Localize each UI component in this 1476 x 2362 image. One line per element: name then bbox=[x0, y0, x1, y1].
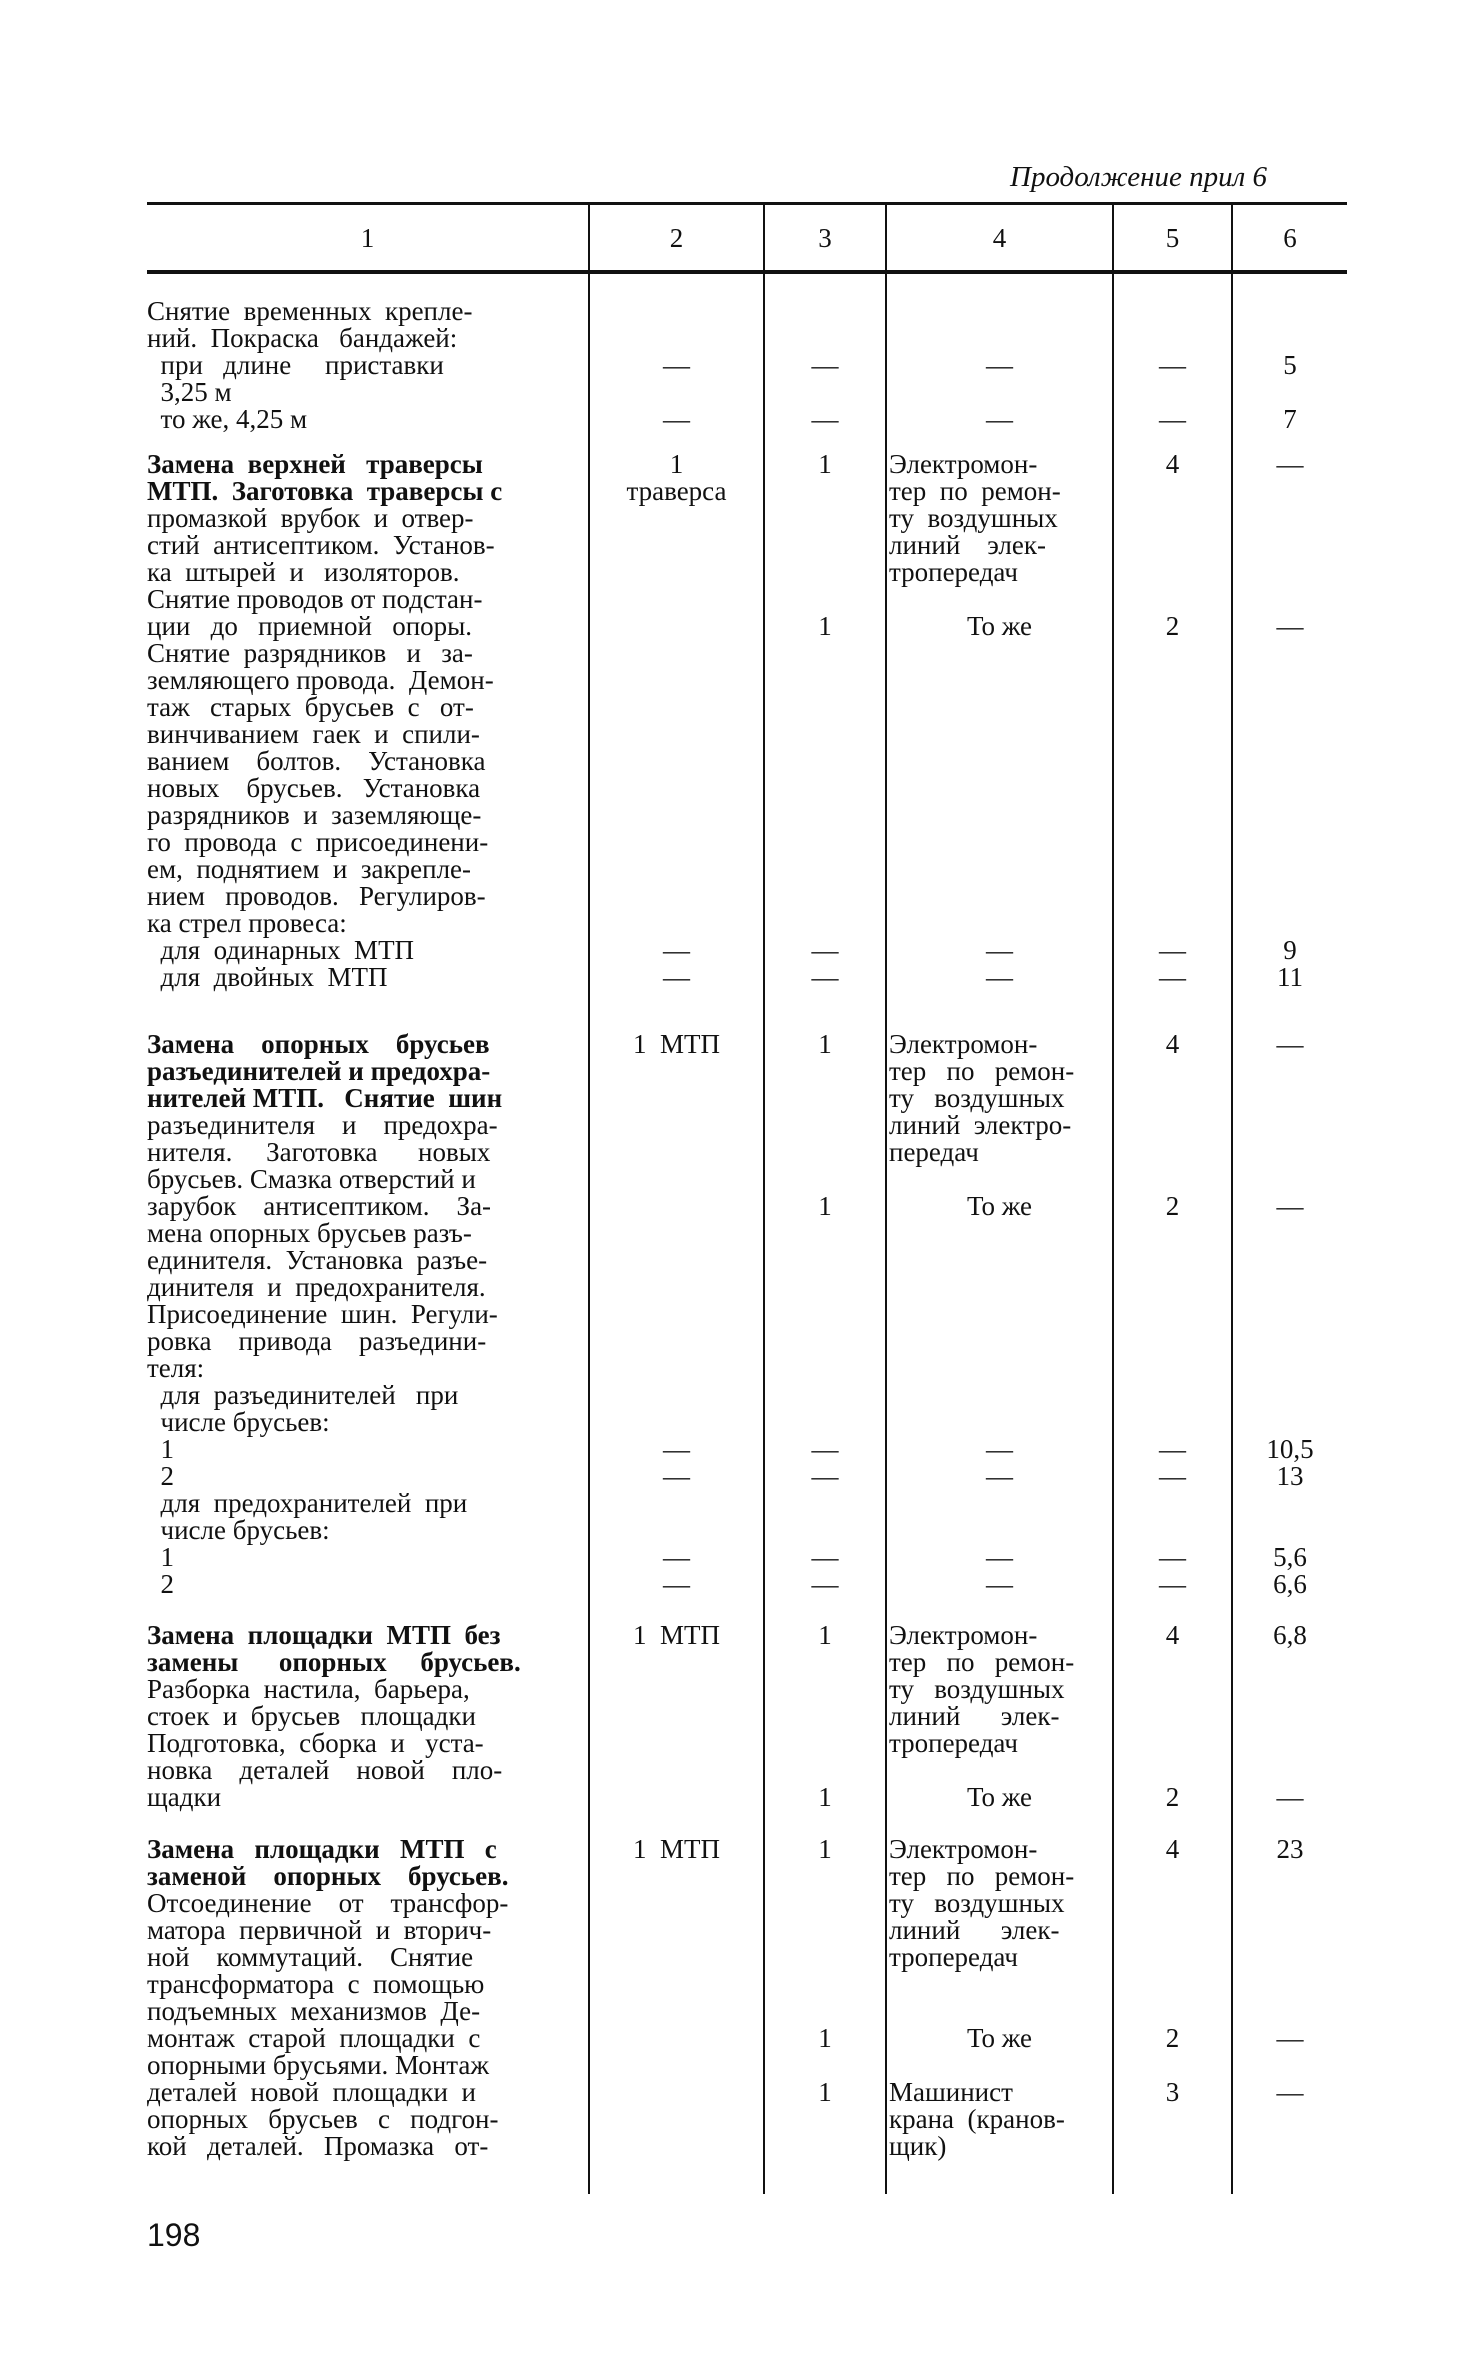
page-number: 198 bbox=[147, 2217, 201, 2253]
table-cell-c3: — bbox=[811, 1542, 839, 1572]
description-line: трансформатора с помощью bbox=[147, 1969, 485, 1999]
table-cell-c4: Электромон- тер по ремон- ту воздушных линий электро- передач bbox=[889, 1029, 1075, 1167]
table-cell-c3: 1 bbox=[818, 1834, 832, 1864]
table-cell-c4: — bbox=[986, 350, 1013, 380]
description-line: ка стрел провеса: bbox=[147, 908, 347, 938]
description-line: матора первичной и вторич- bbox=[147, 1915, 492, 1945]
description-line: нителя. Заготовка новых bbox=[147, 1137, 491, 1167]
table-cell-c3: 1 bbox=[818, 1029, 832, 1059]
table-cell-c5: 3 bbox=[1165, 2077, 1180, 2107]
table-cell-c2: 1 МТП bbox=[633, 1029, 720, 1059]
table-cell-c4: Электромон- тер по ремон- ту воздушных линий элек- тропередач bbox=[889, 449, 1061, 587]
description-line: единителя. Установка разъе- bbox=[147, 1245, 488, 1275]
table-cell-c6: — bbox=[1276, 449, 1304, 479]
description-line: теля: bbox=[147, 1353, 205, 1383]
table-cell-c4: — bbox=[986, 935, 1013, 965]
table-header-rule bbox=[147, 270, 1347, 274]
table-cell-c2: — bbox=[663, 350, 690, 380]
description-line: деталей новой площадки и bbox=[147, 2077, 476, 2107]
table-cell-c2: — bbox=[663, 1542, 690, 1572]
description-line: МТП. Заготовка траверсы с bbox=[147, 476, 503, 506]
column-header-6: 6 bbox=[1283, 223, 1297, 253]
column-header-4: 4 bbox=[992, 223, 1007, 253]
description-line: щадки bbox=[147, 1782, 222, 1812]
table-cell-c6: — bbox=[1276, 1191, 1304, 1221]
table-cell-c5: — bbox=[1159, 1434, 1186, 1464]
table-cell-c4: То же bbox=[967, 1782, 1032, 1812]
table-cell-c5: 4 bbox=[1165, 1834, 1180, 1864]
table-top-rule bbox=[147, 202, 1347, 205]
table-cell-c2: 1 МТП bbox=[633, 1620, 720, 1650]
description-line: Разборка настила, барьера, bbox=[147, 1674, 470, 1704]
description-line: 2 bbox=[147, 1461, 174, 1491]
description-line: для двойных МТП bbox=[147, 962, 388, 992]
description-line: Снятие разрядников и за- bbox=[147, 638, 473, 668]
table-cell-c2: — bbox=[663, 935, 690, 965]
table-cell-c5: 4 bbox=[1165, 449, 1180, 479]
description-line: числе брусьев: bbox=[147, 1515, 330, 1545]
table-cell-c5: — bbox=[1159, 962, 1186, 992]
description-line: зарубок антисептиком. За- bbox=[147, 1191, 492, 1221]
description-line: го провода с присоединени- bbox=[147, 827, 489, 857]
table-cell-c4: — bbox=[986, 404, 1013, 434]
table-cell-c5: 2 bbox=[1165, 1191, 1180, 1221]
description-line: подъемных механизмов Де- bbox=[147, 1996, 481, 2026]
table-cell-c6: 13 bbox=[1276, 1461, 1304, 1491]
description-line: 2 bbox=[147, 1569, 174, 1599]
table-cell-c3: 1 bbox=[818, 2023, 832, 2053]
table-cell-c5: 2 bbox=[1165, 1782, 1180, 1812]
table-cell-c4: — bbox=[986, 962, 1013, 992]
table-cell-c6: — bbox=[1276, 1782, 1304, 1812]
description-line: разъединителя и предохра- bbox=[147, 1110, 498, 1140]
table-cell-c3: — bbox=[811, 404, 839, 434]
column-header-5: 5 bbox=[1165, 223, 1180, 253]
table-cell-c3: 1 bbox=[818, 2077, 832, 2107]
table-cell-c5: — bbox=[1159, 350, 1186, 380]
description-line: 1 bbox=[147, 1542, 174, 1572]
table-cell-c3: 1 bbox=[818, 1191, 832, 1221]
description-line: Замена площадки МТП без bbox=[147, 1620, 501, 1650]
table-cell-c4: — bbox=[986, 1434, 1013, 1464]
description-line: монтаж старой площадки с bbox=[147, 2023, 481, 2053]
table-cell-c5: 2 bbox=[1165, 2023, 1180, 2053]
table-cell-c2: — bbox=[663, 1461, 690, 1491]
table-cell-c4: Машинист крана (кранов- щик) bbox=[889, 2077, 1065, 2161]
description-line: разрядников и заземляюще- bbox=[147, 800, 482, 830]
table-cell-c2: 1 траверса bbox=[626, 449, 727, 506]
description-line: Снятие проводов от подстан- bbox=[147, 584, 483, 614]
description-line: ний. Покраска бандажей: bbox=[147, 323, 458, 353]
description-line: ванием болтов. Установка bbox=[147, 746, 486, 776]
table-cell-c4: — bbox=[986, 1542, 1013, 1572]
description-line: 1 bbox=[147, 1434, 174, 1464]
table-cell-c2: — bbox=[663, 1569, 690, 1599]
table-cell-c4: То же bbox=[967, 2023, 1032, 2053]
table-cell-c3: 1 bbox=[818, 611, 832, 641]
description-line: Подготовка, сборка и уста- bbox=[147, 1728, 484, 1758]
table-cell-c6: — bbox=[1276, 1029, 1304, 1059]
description-line: Снятие временных крепле- bbox=[147, 296, 473, 326]
table-cell-c4: — bbox=[986, 1461, 1013, 1491]
description-line: опорных брусьев с подгон- bbox=[147, 2104, 499, 2134]
table-cell-c4: То же bbox=[967, 1191, 1032, 1221]
description-line: разъединителей и предохра- bbox=[147, 1056, 491, 1086]
table-cell-c6: 10,5 bbox=[1266, 1434, 1314, 1464]
table-cell-c2: — bbox=[663, 404, 690, 434]
table-cell-c2: — bbox=[663, 962, 690, 992]
table-cell-c6: — bbox=[1276, 611, 1304, 641]
column-header-2: 2 bbox=[669, 223, 684, 253]
description-line: динителя и предохранителя. bbox=[147, 1272, 486, 1302]
description-line: то же, 4,25 м bbox=[147, 404, 308, 434]
table-cell-c3: 1 bbox=[818, 1782, 832, 1812]
table-cell-c3: — bbox=[811, 935, 839, 965]
table-cell-c2: — bbox=[663, 1434, 690, 1464]
table-cell-c3: — bbox=[811, 350, 839, 380]
description-line: для предохранителей при bbox=[147, 1488, 468, 1518]
table-cell-c4: То же bbox=[967, 611, 1032, 641]
table-cell-c6: 6,8 bbox=[1273, 1620, 1307, 1650]
description-line: Отсоединение от трансфор- bbox=[147, 1888, 509, 1918]
table-cell-c3: 1 bbox=[818, 1620, 832, 1650]
table-cell-c6: 7 bbox=[1283, 404, 1297, 434]
description-line: опорными брусьями. Монтаж bbox=[147, 2050, 490, 2080]
table-cell-c6: — bbox=[1276, 2023, 1304, 2053]
table-cell-c6: 23 bbox=[1276, 1834, 1304, 1864]
description-line: нителей МТП. Снятие шин bbox=[147, 1083, 503, 1113]
description-line: Замена опорных брусьев bbox=[147, 1029, 490, 1059]
table-cell-c5: — bbox=[1159, 404, 1186, 434]
table-cell-c6: 9 bbox=[1283, 935, 1297, 965]
continuation-header: Продолжение прил 6 bbox=[1010, 161, 1268, 193]
description-line: новых брусьев. Установка bbox=[147, 773, 481, 803]
table-cell-c4: — bbox=[986, 1569, 1013, 1599]
description-line: ем, поднятием и закрепле- bbox=[147, 854, 472, 884]
description-line: стоек и брусьев площадки bbox=[147, 1701, 476, 1731]
table-cell-c6: 6,6 bbox=[1273, 1569, 1307, 1599]
description-line: мена опорных брусьев разъ- bbox=[147, 1218, 472, 1248]
table-cell-c5: — bbox=[1159, 1569, 1186, 1599]
description-line: винчиванием гаек и спили- bbox=[147, 719, 480, 749]
description-line: ка штырей и изоляторов. bbox=[147, 557, 460, 587]
table-cell-c6: 5,6 bbox=[1273, 1542, 1307, 1572]
description-line: 3,25 м bbox=[147, 377, 232, 407]
table-cell-c3: — bbox=[811, 962, 839, 992]
description-line: ровка привода разъедини- bbox=[147, 1326, 487, 1356]
table-cell-c2: 1 МТП bbox=[633, 1834, 720, 1864]
table-cell-c5: 4 bbox=[1165, 1029, 1180, 1059]
description-line: для разъединителей при bbox=[147, 1380, 459, 1410]
table-cell-c5: — bbox=[1159, 935, 1186, 965]
table-cell-c3: — bbox=[811, 1434, 839, 1464]
description-line: брусьев. Смазка отверстий и bbox=[147, 1164, 476, 1194]
description-line: для одинарных МТП bbox=[147, 935, 415, 965]
description-line: стий антисептиком. Установ- bbox=[147, 530, 495, 560]
description-line: промазкой врубок и отвер- bbox=[147, 503, 474, 533]
table-cell-c5: — bbox=[1159, 1461, 1186, 1491]
table-cell-c5: — bbox=[1159, 1542, 1186, 1572]
description-line: нием проводов. Регулиров- bbox=[147, 881, 486, 911]
table-cell-c4: Электромон- тер по ремон- ту воздушных линий элек- тропередач bbox=[889, 1834, 1075, 1972]
description-line: числе брусьев: bbox=[147, 1407, 330, 1437]
description-line: кой деталей. Промазка от- bbox=[147, 2131, 489, 2161]
description-line: земляющего провода. Демон- bbox=[147, 665, 494, 695]
description-line: ции до приемной опоры. bbox=[147, 611, 473, 641]
description-line: Присоединение шин. Регули- bbox=[147, 1299, 498, 1329]
table-cell-c6: — bbox=[1276, 2077, 1304, 2107]
description-line: при длине приставки bbox=[147, 350, 444, 380]
description-line: новка деталей новой пло- bbox=[147, 1755, 503, 1785]
column-header-3: 3 bbox=[818, 223, 832, 253]
table-cell-c6: 5 bbox=[1283, 350, 1297, 380]
description-line: Замена верхней траверсы bbox=[147, 449, 483, 479]
column-header-1: 1 bbox=[360, 223, 375, 253]
table-cell-c5: 4 bbox=[1165, 1620, 1180, 1650]
table-cell-c3: 1 bbox=[818, 449, 832, 479]
description-line: таж старых брусьев с от- bbox=[147, 692, 474, 722]
description-line: ной коммутаций. Снятие bbox=[147, 1942, 474, 1972]
table-cell-c4: Электромон- тер по ремон- ту воздушных линий элек- тропередач bbox=[889, 1620, 1075, 1758]
description-line: заменой опорных брусьев. bbox=[147, 1861, 509, 1891]
table-cell-c3: — bbox=[811, 1569, 839, 1599]
description-line: Замена площадки МТП с bbox=[147, 1834, 497, 1864]
table-cell-c3: — bbox=[811, 1461, 839, 1491]
table-cell-c6: 11 bbox=[1277, 962, 1303, 992]
table-cell-c5: 2 bbox=[1165, 611, 1180, 641]
description-line: замены опорных брусьев. bbox=[147, 1647, 521, 1677]
